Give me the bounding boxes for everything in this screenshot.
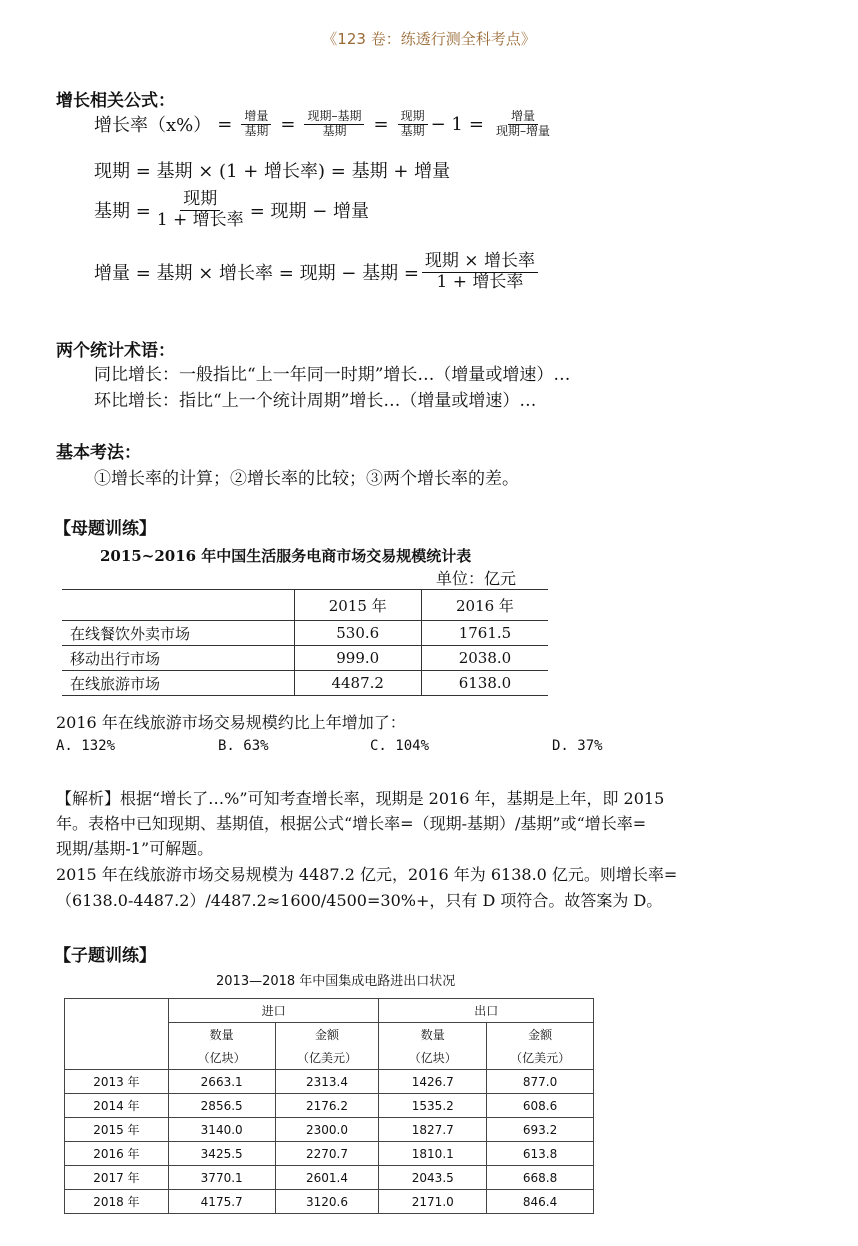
option-d: D. 37% [552, 738, 603, 754]
formula-current: 现期 = 基期 × (1 + 增长率) = 基期 + 增量 [94, 161, 451, 182]
minus-one: − 1 [430, 113, 463, 135]
option-a: A. 132% [56, 738, 116, 754]
option-b: B. 63% [218, 738, 269, 754]
child-table-title: 2013—2018 年中国集成电路进出口状况 [216, 974, 456, 989]
formula-base: 基期 = $\frac{\text{现期}}{\text{1 + 增长率}}$ = 现期 − 增量 [94, 189, 370, 230]
table-row: 2015 年 3140.0 2300.0 1827.7 693.2 [65, 1118, 594, 1142]
formulas-title: 增长相关公式： [56, 91, 175, 111]
table-row: 2017 年 3770.1 2601.4 2043.5 668.8 [65, 1166, 594, 1190]
table-row: 2016 年 3425.5 2270.7 1810.1 613.8 [65, 1142, 594, 1166]
analysis-line-1: 【解析】根据“增长了…%”可知考查增长率，现期是 2016 年，基期是上年，即 2015 [56, 789, 665, 808]
fraction-4: $\frac{\text{增量}}{\text{现期–增量}}$ [495, 109, 550, 138]
child-table-units: （亿块） （亿美元） （亿块） （亿美元） [65, 1046, 594, 1070]
fraction-1: $\frac{\text{增量}}{\text{基期}}$ [241, 110, 271, 139]
option-c: C. 104% [370, 738, 430, 754]
fraction-2: $\frac{\text{现期–基期}}{\text{基期}}$ [304, 110, 364, 139]
page-header: 《123 卷：练透行测全科考点》 [322, 30, 536, 48]
table-row: 2014 年 2856.5 2176.2 1535.2 608.6 [65, 1094, 594, 1118]
table-row: 在线旅游市场 4487.2 6138.0 [62, 671, 548, 696]
term-yoy: 同比增长：一般指比“上一年同一时期”增长…（增量或增速）… [94, 365, 571, 385]
method-title: 基本考法： [56, 443, 141, 463]
fraction-3: $\frac{\text{现期}}{\text{基期}}$ [398, 110, 428, 139]
mother-label: 【母题训练】 [54, 519, 156, 539]
analysis-line-4: 2015 年在线旅游市场交易规模为 4487.2 亿元，2016 年为 6138.0 亿元。则增长率= [56, 865, 678, 884]
mother-table-title: 2015~2016 年中国生活服务电商市场交易规模统计表 [100, 547, 472, 565]
child-label: 【子题训练】 [54, 946, 156, 966]
formula-increment: 增量 = 基期 × 增长率 = 现期 − 基期 = $\frac{\text{现期 × 增长率}}{\text{1 + 增长率}}$ [94, 252, 541, 292]
table-row: 在线餐饮外卖市场 530.6 1761.5 [62, 621, 548, 646]
mother-table-header: 2015 年 2016 年 [62, 590, 548, 621]
mother-question: 2016 年在线旅游市场交易规模约比上年增加了： [56, 713, 406, 732]
child-table [64, 998, 594, 1214]
method-text: ①增长率的计算；②增长率的比较；③两个增长率的差。 [94, 469, 519, 489]
child-table-group-header: 进口 出口 [65, 999, 594, 1023]
analysis-line-5: （6138.0-4487.2）/4487.2≈1600/4500=30%+，只有 D 项符合。故答案为 D。 [56, 891, 663, 910]
term-mom: 环比增长：指比“上一个统计周期”增长…（增量或增速）… [94, 391, 537, 411]
table-row: 2018 年 4175.7 3120.6 2171.0 846.4 [65, 1190, 594, 1214]
fraction-increment: $\frac{\text{现期 × 增长率}}{\text{1 + 增长率}}$ [422, 252, 538, 292]
formula-growth-rate: 增长率（x%） = $\frac{\text{增量}}{\text{基期}}$ = $\frac{\text{现期–基期}}{\text{基期}}$ = $\frac{\text{现期}}{\text{基期}}$ − 1 = $\frac{\text{增量}}{\text{现期–增量}}$ [94, 110, 556, 139]
growth-rate-label: 增长率（x%） [94, 115, 212, 137]
mother-table [62, 589, 548, 696]
analysis-line-2: 年。表格中已知现期、基期值，根据公式“增长率=（现期-基期）/基期”或“增长率= [56, 814, 647, 833]
table-row: 移动出行市场 999.0 2038.0 [62, 646, 548, 671]
terms-title: 两个统计术语： [56, 341, 175, 361]
table-row: 2013 年 2663.1 2313.4 1426.7 877.0 [65, 1070, 594, 1094]
mother-table-unit: 单位：亿元 [436, 569, 517, 588]
child-table-header: 数量 金额 数量 金额 [65, 1023, 594, 1047]
fraction-base: $\frac{\text{现期}}{\text{1 + 增长率}}$ [156, 189, 244, 230]
analysis-line-3: 现期/基期-1”可解题。 [56, 839, 214, 858]
